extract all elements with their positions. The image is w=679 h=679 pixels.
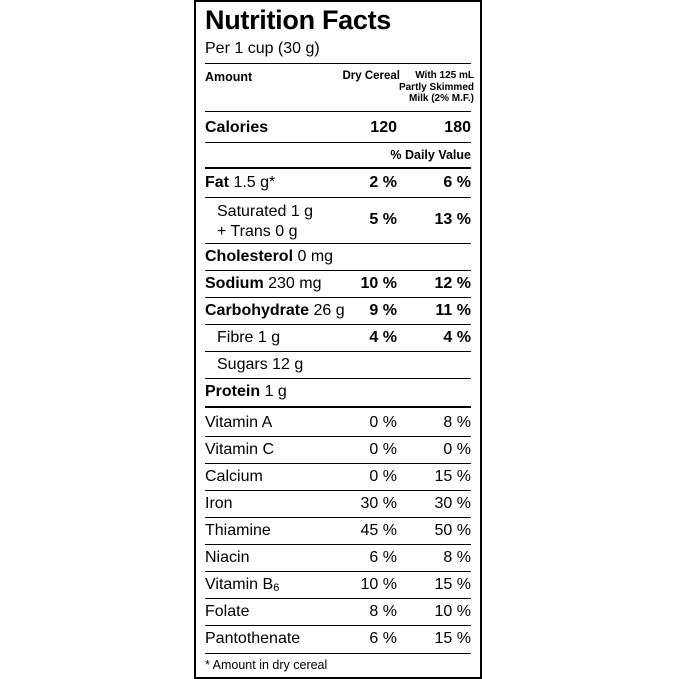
carbohydrate-milk: 11 %	[435, 302, 471, 319]
divider	[205, 653, 471, 654]
footnote: * Amount in dry cereal	[205, 658, 328, 672]
thiamine-label: Thiamine	[205, 522, 271, 539]
protein-label	[205, 383, 287, 401]
vitamin-a-label: Vitamin A	[205, 414, 273, 431]
saturated-label	[217, 202, 313, 242]
protein-amount: 1 g	[264, 383, 287, 400]
divider	[205, 197, 471, 198]
iron-milk: 30 %	[434, 495, 471, 512]
cholesterol-label	[205, 248, 333, 266]
niacin-milk: 8 %	[443, 549, 471, 566]
fat-label	[205, 174, 275, 192]
thiamine-dry: 45 %	[360, 522, 397, 539]
iron-dry: 30 %	[360, 495, 397, 512]
divider	[205, 111, 471, 112]
serving-size: Per 1 cup (30 g)	[205, 40, 320, 57]
divider	[205, 517, 471, 518]
fat-dry: 2 %	[369, 174, 397, 191]
carbohydrate-name: Carbohydrate	[205, 302, 310, 319]
fat-name: Fat	[205, 174, 229, 191]
folate-milk: 10 %	[434, 603, 471, 620]
divider	[205, 598, 471, 599]
sugars-label: Sugars 12 g	[217, 356, 304, 373]
fat-amount: 1.5 g*	[233, 174, 276, 191]
pantothenate-label: Pantothenate	[205, 630, 301, 647]
trans-line: + Trans 0 g	[217, 223, 298, 240]
divider	[205, 571, 471, 572]
vitamin-c-milk: 0 %	[443, 441, 471, 458]
fibre-dry: 4 %	[369, 329, 397, 346]
sodium-label	[205, 275, 322, 293]
saturated-dry: 5 %	[369, 211, 397, 228]
vitamin-c-dry: 0 %	[369, 441, 397, 458]
fat-milk: 6 %	[443, 174, 471, 191]
saturated-milk: 13 %	[434, 211, 471, 228]
divider	[205, 406, 471, 408]
milk-header-line: Milk (2% M.F.)	[408, 93, 474, 104]
calcium-milk: 15 %	[434, 468, 471, 485]
milk-header-line: Partly Skimmed	[398, 81, 474, 93]
divider	[205, 490, 471, 491]
folate-label: Folate	[205, 603, 250, 620]
vitamin-a-dry: 0 %	[369, 414, 397, 431]
niacin-label: Niacin	[205, 549, 250, 566]
divider	[205, 544, 471, 545]
nutrition-facts-panel	[194, 0, 482, 679]
calcium-dry: 0 %	[369, 468, 397, 485]
niacin-dry: 6 %	[369, 549, 397, 566]
divider	[205, 378, 471, 379]
fibre-label: Fibre 1 g	[217, 329, 281, 346]
divider	[205, 243, 471, 244]
daily-value-label: % Daily Value	[390, 148, 471, 162]
divider	[205, 297, 471, 298]
saturated-line: Saturated 1 g	[217, 203, 314, 220]
dry-cereal-header: Dry Cereal	[342, 70, 400, 82]
fibre-milk: 4 %	[443, 329, 471, 346]
amount-header: Amount	[205, 70, 253, 84]
pantothenate-dry: 6 %	[369, 630, 397, 647]
vitamin-b-name: Vitamin B	[205, 576, 274, 593]
milk-header-line: With 125 mL	[415, 70, 474, 81]
divider	[205, 142, 471, 143]
carbohydrate-dry: 9 %	[369, 302, 397, 319]
carbohydrate-amount: 26 g	[313, 302, 345, 319]
divider	[205, 625, 471, 626]
cholesterol-amount: 0 mg	[297, 248, 334, 265]
divider	[205, 351, 471, 352]
divider	[205, 63, 471, 64]
divider	[205, 436, 471, 437]
divider	[205, 270, 471, 271]
vitamin-b6-milk: 15 %	[434, 576, 471, 593]
divider	[205, 167, 471, 169]
vitamin-b6-label	[205, 576, 279, 594]
sodium-amount: 230 mg	[268, 275, 322, 292]
protein-name: Protein	[205, 383, 261, 400]
calories-dry: 120	[370, 119, 397, 136]
calories-milk: 180	[444, 119, 471, 136]
vitamin-b-subscript: 6	[273, 582, 280, 594]
milk-header	[392, 70, 474, 105]
carbohydrate-label	[205, 302, 345, 320]
divider	[205, 324, 471, 325]
folate-dry: 8 %	[369, 603, 397, 620]
calories-label: Calories	[205, 119, 269, 136]
sodium-dry: 10 %	[360, 275, 397, 292]
divider	[205, 463, 471, 464]
nutrition-title: Nutrition Facts	[205, 5, 392, 35]
vitamin-b6-dry: 10 %	[360, 576, 397, 593]
vitamin-c-label: Vitamin C	[205, 441, 275, 458]
iron-label: Iron	[205, 495, 233, 512]
sodium-name: Sodium	[205, 275, 264, 292]
thiamine-milk: 50 %	[434, 522, 471, 539]
cholesterol-name: Cholesterol	[205, 248, 294, 265]
vitamin-a-milk: 8 %	[443, 414, 471, 431]
pantothenate-milk: 15 %	[434, 630, 471, 647]
sodium-milk: 12 %	[434, 275, 471, 292]
calcium-label: Calcium	[205, 468, 263, 485]
